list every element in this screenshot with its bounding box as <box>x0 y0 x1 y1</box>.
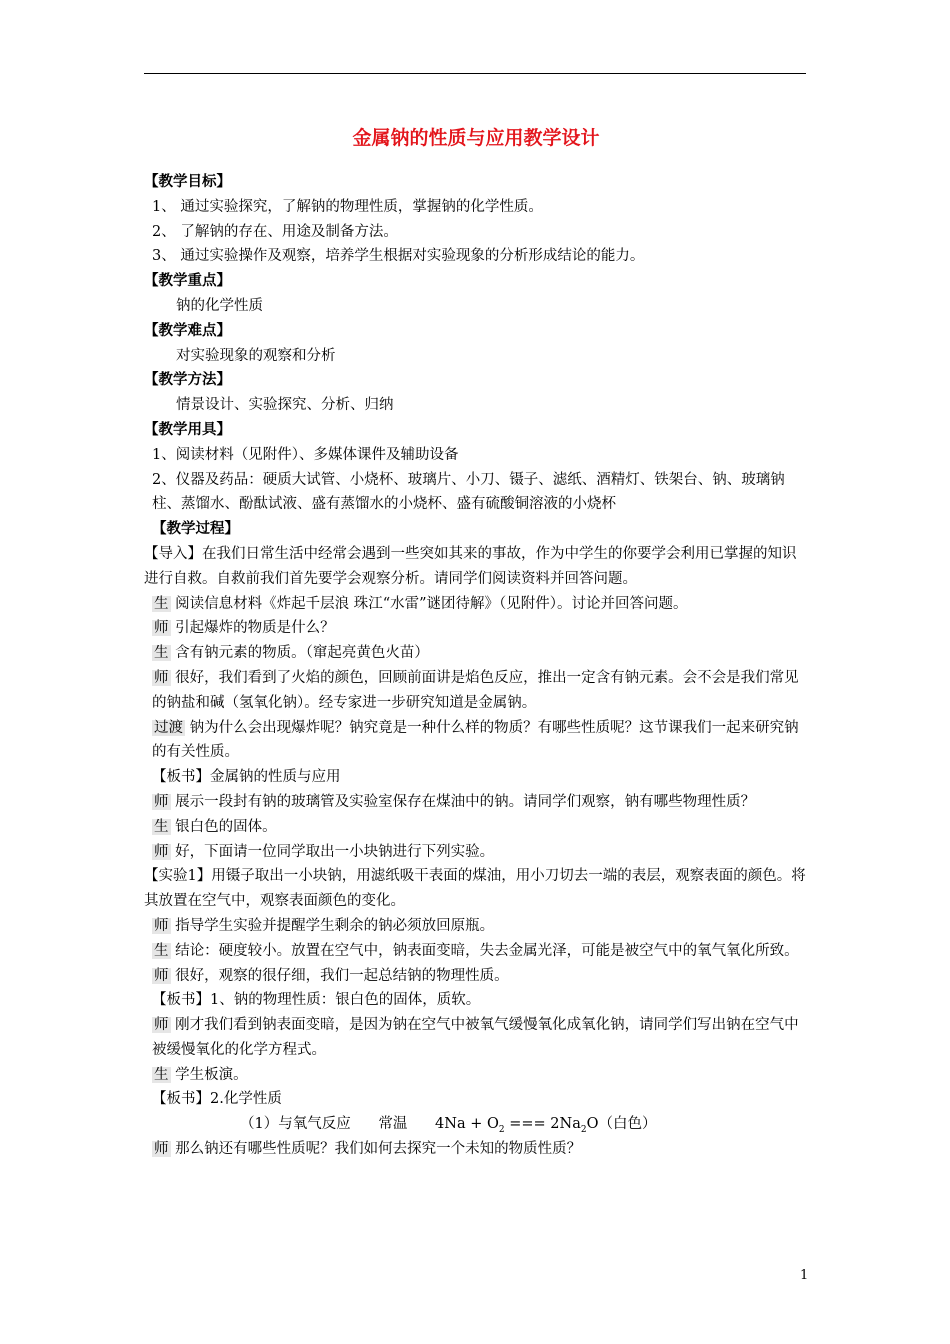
method-text: 情景设计、实验探究、分析、归纳 <box>176 397 394 414</box>
dialogue-text: 结论：硬度较小。放置在空气中，钠表面变暗，失去金属光泽，可能是被空气中的氧气氧化所致。 <box>175 942 799 959</box>
dialogue-text: 刚才我们看到钠表面变暗，是因为钠在空气中被氧气缓慢氧化成氧化钠，请同学们写出钠在空气中被缓慢氧化的化学方程式。 <box>152 1017 799 1058</box>
speaker-tag: 生 <box>154 1066 169 1083</box>
board-note: 【板书】金属钠的性质与应用 <box>152 769 341 786</box>
tools-item-1: 1、阅读材料（见附件）、多媒体课件及辅助设备 <box>152 446 459 463</box>
dialogue-text: 含有钠元素的物质。（窜起亮黄色火苗） <box>175 645 429 662</box>
speaker-tag: 师 <box>154 843 169 860</box>
dialogue-line <box>144 716 808 766</box>
board-note: 【板书】2.化学性质 <box>152 1091 282 1108</box>
dialogue-text: 好，下面请一位同学取出一小块钠进行下列实验。 <box>175 843 495 860</box>
document-title: 金属钠的性质与应用教学设计 <box>352 127 600 149</box>
tools-heading: 【教学用具】 <box>144 421 231 438</box>
chemical-equation <box>144 1112 808 1137</box>
document-body <box>144 120 808 1162</box>
speaker-tag: 过渡 <box>154 719 183 736</box>
equation-label: （1）与氧气反应 <box>240 1116 351 1133</box>
experiment-text: 用镊子取出一小块钠，用滤纸吸干表面的煤油，用小刀切去一端的表层，观察表面的颜色。将其放置在空气中，观察表面颜色的变化。 <box>144 868 806 910</box>
speaker-tag: 师 <box>154 620 169 637</box>
equation-subscript: 2 <box>498 1125 505 1136</box>
speaker-tag: 生 <box>154 818 169 835</box>
dialogue-text: 学生板演。 <box>175 1066 248 1083</box>
page-number: 1 <box>800 1268 809 1283</box>
dialogue-text: 指导学生实验并提醒学生剩余的钠必须放回原瓶。 <box>175 917 495 934</box>
dialogue-line <box>144 964 808 989</box>
intro-paragraph <box>144 542 808 592</box>
equation-rhs: 2Na <box>550 1116 581 1133</box>
equation-lhs: 4Na + O <box>435 1116 499 1133</box>
speaker-tag: 生 <box>154 942 169 959</box>
dialogue-line <box>144 790 808 815</box>
header-rule <box>144 73 806 74</box>
dialogue-line <box>144 1063 808 1088</box>
speaker-tag: 生 <box>154 595 169 612</box>
difficulty-text: 对实验现象的观察和分析 <box>176 347 336 364</box>
difficulty-heading: 【教学难点】 <box>144 322 231 339</box>
objectives-heading: 【教学目标】 <box>144 174 231 190</box>
tools-item-2: 2、仪器及药品：硬质大试管、小烧杯、玻璃片、小刀、镊子、滤纸、酒精灯、铁架台、钠、玻璃钠柱、蒸馏水、酚酞试液、盛有蒸馏水的小烧杯、盛有硫酸铜溶液的小烧杯 <box>152 471 785 513</box>
dialogue-line <box>144 939 808 964</box>
board-note: 【板书】1、钠的物理性质：银白色的固体，质软。 <box>152 992 481 1009</box>
speaker-tag: 师 <box>154 1141 169 1158</box>
dialogue-text: 阅读信息材料《炸起千层浪 珠江“水雷”谜团待解》（见附件）。讨论并回答问题。 <box>175 595 688 612</box>
intro-label: 【导入】 <box>144 545 202 562</box>
dialogue-text: 引起爆炸的物质是什么？ <box>175 620 335 637</box>
equation-condition: 常温 <box>378 1116 408 1133</box>
dialogue-line <box>144 616 808 641</box>
speaker-tag: 生 <box>154 645 169 662</box>
speaker-tag: 师 <box>154 917 169 934</box>
objective-item: 2、 了解钠的存在、用途及制备方法。 <box>152 223 398 240</box>
experiment-1 <box>144 864 808 914</box>
objective-item: 3、 通过实验操作及观察，培养学生根据对实验现象的分析形成结论的能力。 <box>152 248 645 265</box>
dialogue-text: 钠为什么会出现爆炸呢？钠究竟是一种什么样的物质？有哪些性质呢？这节课我们一起来研究钠的有关性质。 <box>152 719 799 761</box>
dialogue-line <box>144 1137 808 1162</box>
dialogue-line <box>144 592 808 617</box>
speaker-tag: 师 <box>154 1017 169 1034</box>
dialogue-line <box>144 1013 808 1063</box>
intro-text: 在我们日常生活中经常会遇到一些突如其来的事故，作为中学生的你要学会利用已掌握的知识进行自救。自救前我们首先要学会观察分析。请同学们阅读资料并回答问题。 <box>144 545 797 587</box>
method-heading: 【教学方法】 <box>144 372 231 389</box>
equation-arrow: === <box>504 1116 551 1133</box>
dialogue-text: 那么钠还有哪些性质呢？我们如何去探究一个未知的物质性质？ <box>175 1141 582 1158</box>
key-point-text: 钠的化学性质 <box>176 297 263 314</box>
dialogue-line <box>144 914 808 939</box>
dialogue-line <box>144 666 808 716</box>
dialogue-line <box>144 840 808 865</box>
dialogue-text: 很好，观察的很仔细，我们一起总结钠的物理性质。 <box>175 967 509 984</box>
speaker-tag: 师 <box>154 793 169 810</box>
objective-item: 1、 通过实验探究，了解钠的物理性质，掌握钠的化学性质。 <box>152 198 543 215</box>
speaker-tag: 师 <box>154 967 169 984</box>
equation-rhs-tail: O（白色） <box>586 1116 657 1133</box>
dialogue-text: 很好，我们看到了火焰的颜色，回顾前面讲是焰色反应，推出一定含有钠元素。会不会是我们常见的钠盐和碱（氢氧化钠）。经专家进一步研究知道是金属钠。 <box>152 669 799 711</box>
key-point-heading: 【教学重点】 <box>144 273 231 290</box>
dialogue-text: 银白色的固体。 <box>175 818 277 835</box>
equation-subscript: 2 <box>580 1125 587 1136</box>
experiment-label: 【实验1】 <box>144 868 212 885</box>
dialogue-line <box>144 815 808 840</box>
dialogue-line <box>144 641 808 666</box>
dialogue-text: 展示一段封有钠的玻璃管及实验室保存在煤油中的钠。请同学们观察，钠有哪些物理性质？ <box>175 793 756 810</box>
process-heading: 【教学过程】 <box>152 521 239 538</box>
speaker-tag: 师 <box>154 669 169 686</box>
